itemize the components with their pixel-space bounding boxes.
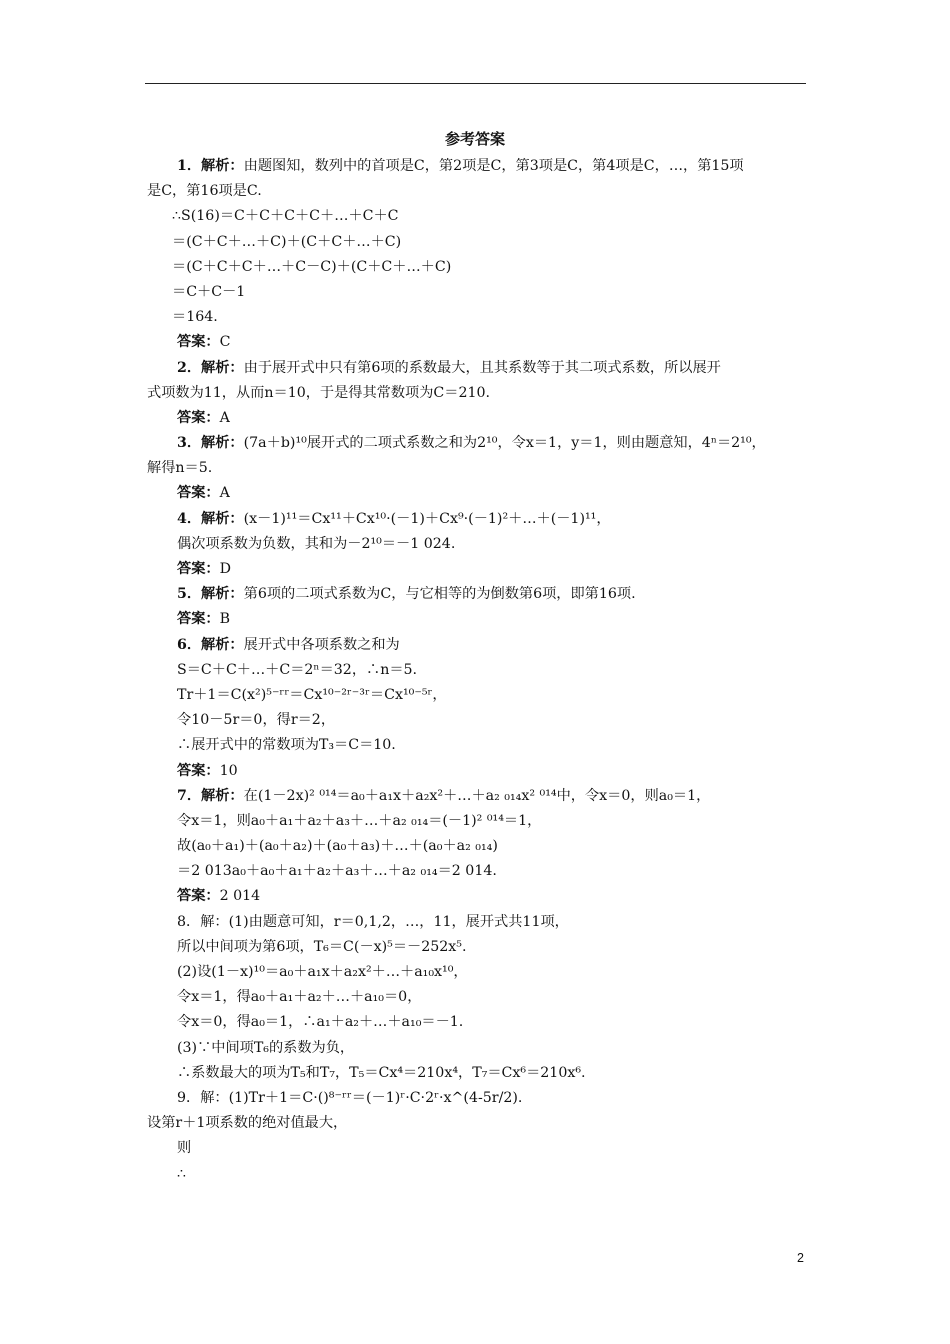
line-label: 答案： [177, 762, 220, 779]
text-line [147, 1010, 815, 1035]
line-label: 答案： [177, 888, 220, 905]
line-text: 10 [219, 762, 238, 779]
text-line [147, 708, 815, 733]
line-label: 1．解析： [177, 158, 244, 174]
line-text: ∴展开式中的常数项为T₃＝C＝10. [177, 737, 396, 754]
text-line [147, 1111, 815, 1136]
line-text: ＝C＋C－1 [172, 283, 246, 300]
line-text: (2)设(1－x)¹⁰＝a₀＋a₁x＋a₂x²＋…＋a₁₀x¹⁰， [177, 964, 468, 980]
text-line [147, 532, 815, 557]
line-text: 令x＝1，得a₀＋a₁＋a₂＋…＋a₁₀＝0， [177, 989, 422, 1006]
line-text: 展开式中各项系数之和为 [243, 636, 400, 653]
line-label: 答案： [177, 409, 220, 426]
line-text: ＝(C＋C＋C＋…＋C－C)＋(C＋C＋…＋C) [172, 258, 452, 275]
text-line [147, 784, 815, 809]
line-text: B [219, 611, 231, 628]
line-text: 则 [177, 1140, 192, 1157]
text-line [147, 204, 815, 229]
text-line [147, 910, 815, 935]
line-text: ∴ [177, 1165, 187, 1182]
line-text: (3)∵中间项T₆的系数为负， [177, 1039, 355, 1056]
line-text: A [219, 409, 230, 426]
line-label: 答案： [177, 485, 220, 502]
header-rule [145, 83, 806, 84]
line-text: 在(1－2x)² ⁰¹⁴＝a₀＋a₁x＋a₂x²＋…＋a₂ ₀₁₄x² ⁰¹⁴中，令x＝0，则a₀＝1， [243, 787, 711, 804]
text-line [147, 1061, 815, 1086]
line-text: ＝164. [172, 309, 218, 326]
text-line [147, 1036, 815, 1061]
text-line [147, 733, 815, 758]
line-text: 所以中间项为第6项，T₆＝C(－x)⁵＝－252x⁵. [177, 938, 467, 955]
line-text: 设第r＋1项系数的绝对值最大， [147, 1115, 348, 1132]
line-label: 7．解析： [177, 787, 244, 804]
line-label: 6．解析： [177, 636, 244, 653]
text-line [147, 960, 815, 985]
line-text: ＝2 013a₀＋a₀＋a₁＋a₂＋a₃＋…＋a₂ ₀₁₄＝2 014. [177, 863, 497, 880]
text-line [147, 607, 815, 632]
text-line [147, 305, 815, 330]
line-text: 2 014 [219, 888, 261, 905]
line-text: 偶次项系数为负数，其和为－2¹⁰＝－1 024. [177, 535, 456, 552]
line-text: 第6项的二项式系数为C，与它相等的为倒数第6项，即第16项. [243, 586, 636, 603]
text-line [147, 330, 815, 355]
line-text: S＝C＋C＋…＋C＝2ⁿ＝32，∴n＝5. [177, 661, 418, 678]
text-line [147, 507, 815, 532]
line-text: 令x＝0，得a₀＝1，∴a₁＋a₂＋…＋a₁₀＝－1. [177, 1014, 464, 1031]
line-text: ∴系数最大的项为T₅和T₇，T₅＝Cx⁴＝210x⁴，T₇＝Cx⁶＝210x⁶. [177, 1064, 586, 1081]
line-label: 答案： [177, 611, 220, 628]
line-label: 2．解析： [177, 359, 244, 376]
text-line [147, 280, 815, 305]
text-line [147, 1086, 815, 1111]
line-text: D [219, 561, 231, 577]
line-text: 是C，第16项是C. [147, 183, 262, 200]
text-line [147, 1162, 815, 1187]
line-text: 解得n＝5. [147, 460, 213, 477]
line-text: A [219, 485, 230, 502]
line-text: 式项数为11，从而n＝10，于是得其常数项为C＝210. [147, 384, 491, 401]
text-line [147, 431, 815, 456]
text-line [147, 406, 815, 431]
text-line [147, 658, 815, 683]
line-text: ＝(C＋C＋…＋C)＋(C＋C＋…＋C) [172, 233, 402, 250]
text-line [147, 356, 815, 381]
line-text: ∴S(16)＝C＋C＋C＋C＋…＋C＋C [172, 208, 399, 225]
line-label: 4．解析： [177, 510, 244, 527]
text-line [147, 1136, 815, 1161]
line-label: 5．解析： [177, 586, 244, 603]
text-line [147, 859, 815, 884]
text-line [147, 633, 815, 658]
text-line [147, 179, 815, 204]
line-label: 3．解析： [177, 435, 244, 452]
line-label: 答案： [177, 334, 220, 351]
page-number: 2 [797, 1251, 804, 1265]
text-line [147, 985, 815, 1010]
line-text: 令x＝1，则a₀＋a₁＋a₂＋a₃＋…＋a₂ ₀₁₄＝(－1)² ⁰¹⁴＝1， [177, 812, 542, 829]
text-line [147, 557, 815, 582]
text-line [147, 255, 815, 280]
text-line [147, 809, 815, 834]
line-text: 由题图知，数列中的首项是C，第2项是C，第3项是C，第4项是C，…，第15项 [243, 158, 744, 174]
text-line [147, 582, 815, 607]
line-text: 由于展开式中只有第6项的系数最大，且其系数等于其二项式系数，所以展开 [243, 359, 721, 376]
text-line [147, 683, 815, 708]
text-line [147, 759, 815, 784]
line-text: (7a＋b)¹⁰展开式的二项式系数之和为2¹⁰，令x＝1，y＝1，则由题意知，4ⁿ＝2¹⁰， [243, 435, 766, 452]
page-title: 参考答案 [444, 130, 505, 148]
text-line [147, 481, 815, 506]
text-line [147, 381, 815, 406]
text-line [147, 884, 815, 909]
text-line [147, 935, 815, 960]
answer-body [147, 154, 815, 1187]
line-text: C [219, 334, 231, 351]
text-line [147, 154, 815, 179]
line-label: 答案： [177, 561, 220, 577]
line-text: 故(a₀＋a₁)＋(a₀＋a₂)＋(a₀＋a₃)＋…＋(a₀＋a₂ ₀₁₄) [177, 838, 498, 855]
line-text: (x－1)¹¹＝Cx¹¹＋Cx¹⁰·(－1)＋Cx⁹·(－1)²＋…＋(－1)¹¹， [243, 510, 611, 527]
line-text: 9．解：(1)Tr＋1＝C·()⁸⁻ʳʳ＝(－1)ʳ·C·2ʳ·x^(4-5r/2). [177, 1089, 523, 1106]
text-line [147, 834, 815, 859]
text-line [147, 456, 815, 481]
line-text: 8．解：(1)由题意可知，r＝0,1,2，…，11，展开式共11项， [177, 913, 569, 930]
text-line [147, 230, 815, 255]
line-text: 令10－5r＝0，得r＝2， [177, 712, 336, 729]
line-text: Tr＋1＝C(x²)⁵⁻ʳʳ＝Cx¹⁰⁻²ʳ⁻³ʳ＝Cx¹⁰⁻⁵ʳ， [177, 686, 447, 703]
